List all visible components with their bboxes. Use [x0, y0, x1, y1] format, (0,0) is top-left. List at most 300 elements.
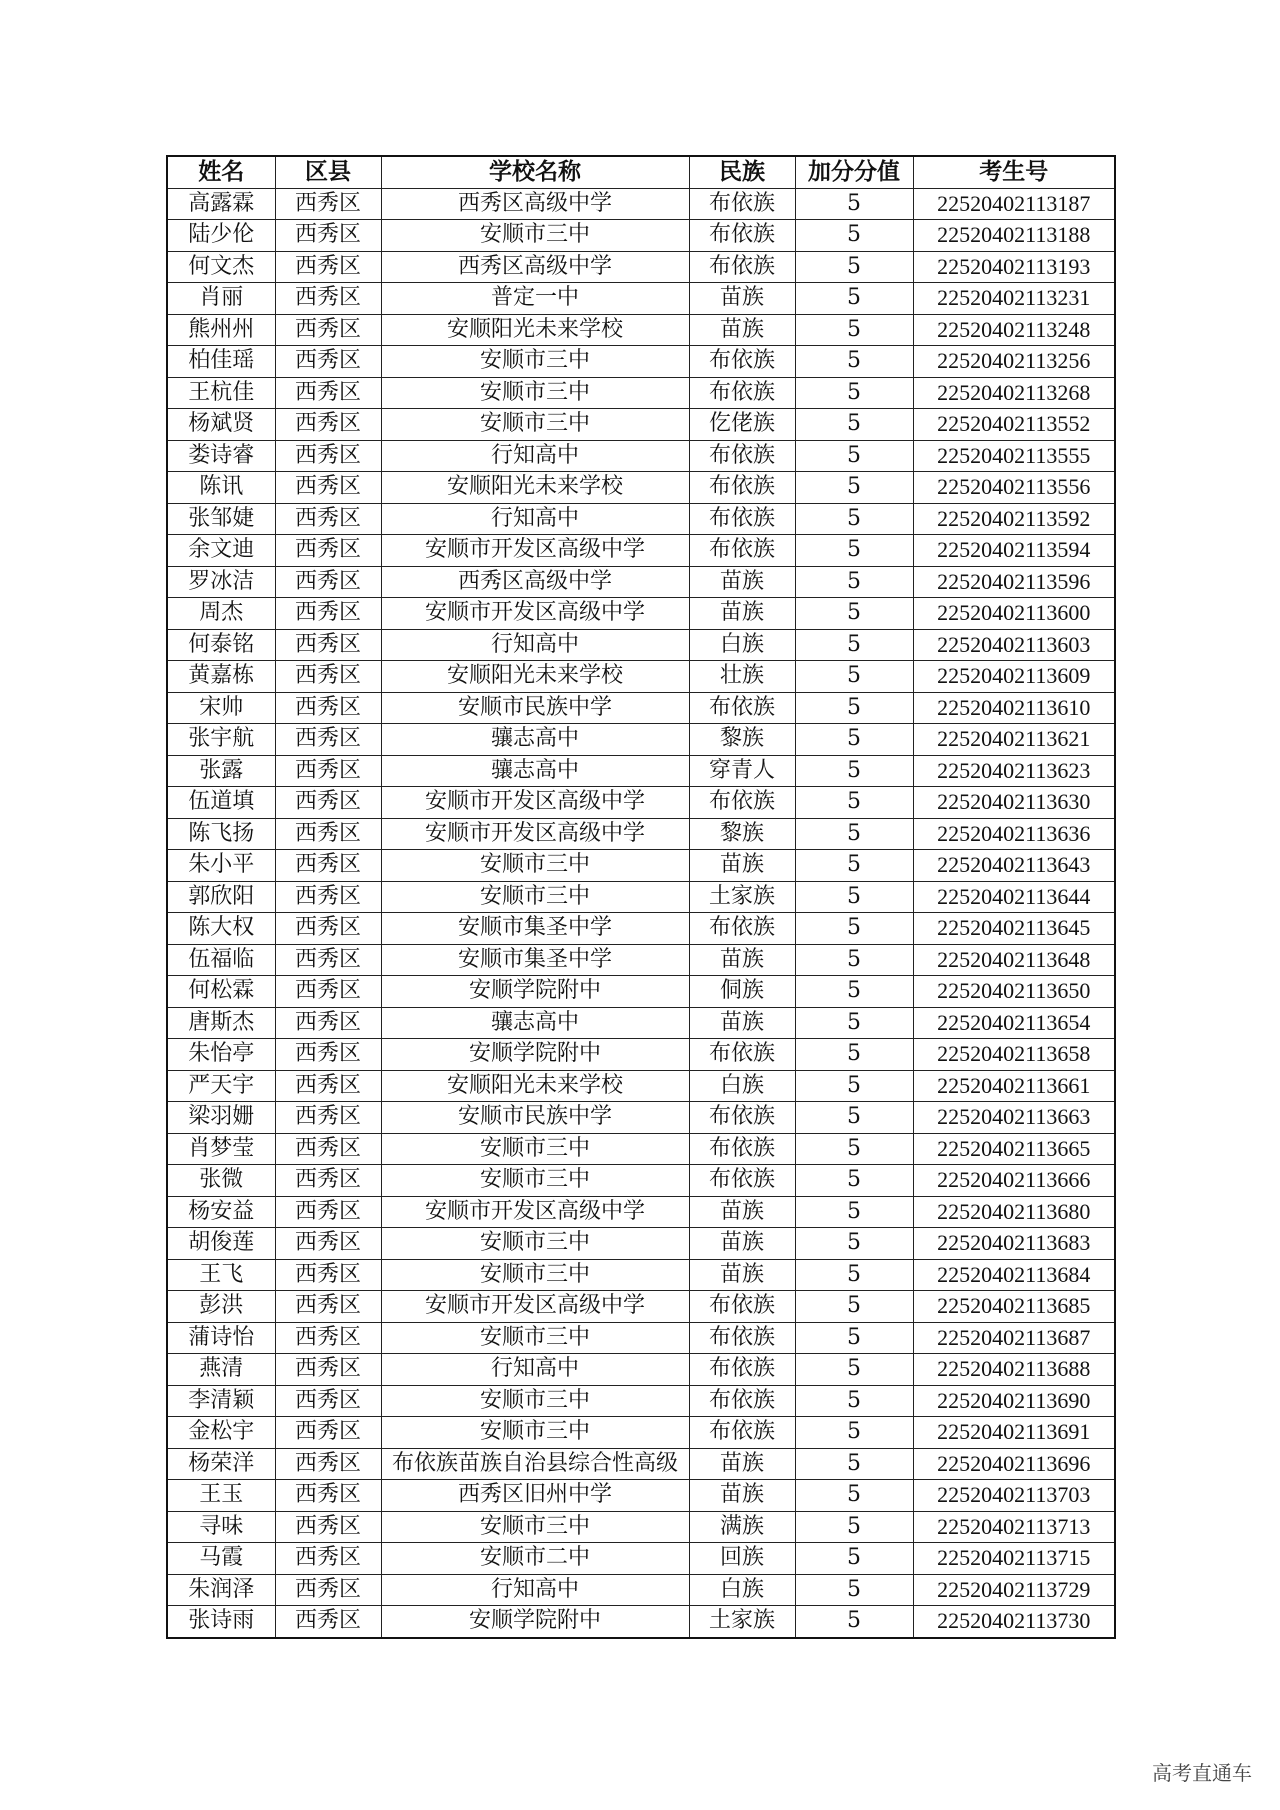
- cell-district: 西秀区: [275, 1606, 381, 1638]
- cell-name: 杨安益: [167, 1196, 275, 1228]
- cell-candidate-id: 22520402113621: [913, 724, 1115, 756]
- cell-district: 西秀区: [275, 1543, 381, 1575]
- table-row: [167, 1385, 1115, 1417]
- cell-name: 周杰: [167, 598, 275, 630]
- cell-candidate-id: 22520402113703: [913, 1480, 1115, 1512]
- cell-name: 朱怡亭: [167, 1039, 275, 1071]
- cell-district: 西秀区: [275, 1291, 381, 1323]
- cell-ethnicity: 布依族: [689, 1039, 795, 1071]
- cell-candidate-id: 22520402113556: [913, 472, 1115, 504]
- cell-district: 西秀区: [275, 1165, 381, 1197]
- table-row: [167, 1354, 1115, 1386]
- cell-name: 娄诗睿: [167, 440, 275, 472]
- table-row: [167, 1291, 1115, 1323]
- cell-bonus-points: 5: [795, 881, 913, 913]
- cell-bonus-points: 5: [795, 692, 913, 724]
- cell-name: 陆少伦: [167, 220, 275, 252]
- cell-ethnicity: 布依族: [689, 377, 795, 409]
- cell-candidate-id: 22520402113594: [913, 535, 1115, 567]
- table-row: [167, 1259, 1115, 1291]
- table-row: [167, 283, 1115, 315]
- cell-candidate-id: 22520402113680: [913, 1196, 1115, 1228]
- table-header-row: [167, 156, 1115, 188]
- cell-name: 王玉: [167, 1480, 275, 1512]
- cell-ethnicity: 壮族: [689, 661, 795, 693]
- cell-ethnicity: 布依族: [689, 787, 795, 819]
- cell-district: 西秀区: [275, 440, 381, 472]
- cell-ethnicity: 布依族: [689, 1417, 795, 1449]
- cell-district: 西秀区: [275, 346, 381, 378]
- cell-ethnicity: 苗族: [689, 566, 795, 598]
- cell-name: 寻味: [167, 1511, 275, 1543]
- table-row: [167, 1228, 1115, 1260]
- table-row: [167, 1070, 1115, 1102]
- cell-district: 西秀区: [275, 283, 381, 315]
- cell-district: 西秀区: [275, 850, 381, 882]
- cell-candidate-id: 22520402113687: [913, 1322, 1115, 1354]
- header-bonus-points: 加分分值: [795, 156, 913, 188]
- cell-name: 何文杰: [167, 251, 275, 283]
- cell-bonus-points: 5: [795, 850, 913, 882]
- cell-ethnicity: 土家族: [689, 881, 795, 913]
- cell-district: 西秀区: [275, 1196, 381, 1228]
- cell-school: 安顺市开发区高级中学: [381, 1291, 689, 1323]
- table-row: [167, 503, 1115, 535]
- cell-name: 肖梦莹: [167, 1133, 275, 1165]
- cell-name: 陈大权: [167, 913, 275, 945]
- header-name: 姓名: [167, 156, 275, 188]
- cell-district: 西秀区: [275, 629, 381, 661]
- cell-candidate-id: 22520402113645: [913, 913, 1115, 945]
- cell-candidate-id: 22520402113643: [913, 850, 1115, 882]
- cell-candidate-id: 22520402113666: [913, 1165, 1115, 1197]
- table-row: [167, 1007, 1115, 1039]
- cell-district: 西秀区: [275, 566, 381, 598]
- cell-name: 唐斯杰: [167, 1007, 275, 1039]
- cell-ethnicity: 苗族: [689, 1448, 795, 1480]
- table-row: [167, 220, 1115, 252]
- cell-school: 安顺市三中: [381, 409, 689, 441]
- table-row: [167, 535, 1115, 567]
- cell-candidate-id: 22520402113193: [913, 251, 1115, 283]
- cell-school: 安顺市三中: [381, 1322, 689, 1354]
- cell-school: 西秀区旧州中学: [381, 1480, 689, 1512]
- table-row: [167, 913, 1115, 945]
- cell-name: 罗冰洁: [167, 566, 275, 598]
- cell-candidate-id: 22520402113648: [913, 944, 1115, 976]
- table-row: [167, 251, 1115, 283]
- cell-bonus-points: 5: [795, 755, 913, 787]
- table-row: [167, 598, 1115, 630]
- table-row: [167, 661, 1115, 693]
- cell-name: 伍道填: [167, 787, 275, 819]
- cell-ethnicity: 布依族: [689, 251, 795, 283]
- cell-bonus-points: 5: [795, 1165, 913, 1197]
- cell-name: 陈讯: [167, 472, 275, 504]
- cell-name: 朱润泽: [167, 1574, 275, 1606]
- cell-district: 西秀区: [275, 944, 381, 976]
- cell-school: 安顺市二中: [381, 1543, 689, 1575]
- cell-name: 李清颖: [167, 1385, 275, 1417]
- cell-bonus-points: 5: [795, 1007, 913, 1039]
- cell-ethnicity: 布依族: [689, 1385, 795, 1417]
- cell-candidate-id: 22520402113715: [913, 1543, 1115, 1575]
- cell-school: 安顺市三中: [381, 1165, 689, 1197]
- cell-candidate-id: 22520402113663: [913, 1102, 1115, 1134]
- cell-bonus-points: 5: [795, 220, 913, 252]
- cell-ethnicity: 苗族: [689, 1228, 795, 1260]
- cell-bonus-points: 5: [795, 1448, 913, 1480]
- table-row: [167, 1511, 1115, 1543]
- table-row: [167, 881, 1115, 913]
- cell-school: 西秀区高级中学: [381, 566, 689, 598]
- cell-name: 马霞: [167, 1543, 275, 1575]
- cell-school: 安顺学院附中: [381, 1039, 689, 1071]
- cell-name: 王飞: [167, 1259, 275, 1291]
- cell-name: 胡俊莲: [167, 1228, 275, 1260]
- cell-name: 彭洪: [167, 1291, 275, 1323]
- cell-district: 西秀区: [275, 1322, 381, 1354]
- cell-candidate-id: 22520402113685: [913, 1291, 1115, 1323]
- cell-ethnicity: 苗族: [689, 944, 795, 976]
- cell-district: 西秀区: [275, 472, 381, 504]
- cell-school: 安顺市三中: [381, 881, 689, 913]
- cell-bonus-points: 5: [795, 944, 913, 976]
- cell-name: 蒲诗怡: [167, 1322, 275, 1354]
- cell-school: 西秀区高级中学: [381, 188, 689, 220]
- cell-name: 杨斌贤: [167, 409, 275, 441]
- cell-school: 安顺市三中: [381, 1385, 689, 1417]
- cell-district: 西秀区: [275, 661, 381, 693]
- cell-bonus-points: 5: [795, 472, 913, 504]
- cell-ethnicity: 布依族: [689, 346, 795, 378]
- cell-district: 西秀区: [275, 377, 381, 409]
- cell-school: 行知高中: [381, 1354, 689, 1386]
- header-school: 学校名称: [381, 156, 689, 188]
- cell-school: 行知高中: [381, 1574, 689, 1606]
- cell-bonus-points: 5: [795, 188, 913, 220]
- cell-district: 西秀区: [275, 1448, 381, 1480]
- cell-district: 西秀区: [275, 1070, 381, 1102]
- cell-ethnicity: 侗族: [689, 976, 795, 1008]
- cell-name: 黄嘉栋: [167, 661, 275, 693]
- cell-ethnicity: 苗族: [689, 1007, 795, 1039]
- cell-ethnicity: 白族: [689, 1070, 795, 1102]
- cell-school: 安顺阳光未来学校: [381, 472, 689, 504]
- table-row: [167, 314, 1115, 346]
- cell-district: 西秀区: [275, 1102, 381, 1134]
- cell-candidate-id: 22520402113552: [913, 409, 1115, 441]
- cell-ethnicity: 布依族: [689, 440, 795, 472]
- cell-district: 西秀区: [275, 251, 381, 283]
- cell-bonus-points: 5: [795, 1133, 913, 1165]
- cell-district: 西秀区: [275, 314, 381, 346]
- table-row: [167, 1322, 1115, 1354]
- cell-bonus-points: 5: [795, 1228, 913, 1260]
- cell-school: 安顺市集圣中学: [381, 913, 689, 945]
- cell-district: 西秀区: [275, 1511, 381, 1543]
- cell-district: 西秀区: [275, 1574, 381, 1606]
- cell-school: 安顺市民族中学: [381, 692, 689, 724]
- cell-school: 安顺市三中: [381, 377, 689, 409]
- cell-bonus-points: 5: [795, 1070, 913, 1102]
- cell-district: 西秀区: [275, 881, 381, 913]
- cell-bonus-points: 5: [795, 1606, 913, 1638]
- table-row: [167, 755, 1115, 787]
- cell-bonus-points: 5: [795, 346, 913, 378]
- cell-bonus-points: 5: [795, 1354, 913, 1386]
- cell-candidate-id: 22520402113696: [913, 1448, 1115, 1480]
- cell-district: 西秀区: [275, 220, 381, 252]
- cell-candidate-id: 22520402113592: [913, 503, 1115, 535]
- cell-school: 安顺市三中: [381, 1228, 689, 1260]
- cell-candidate-id: 22520402113596: [913, 566, 1115, 598]
- cell-ethnicity: 苗族: [689, 1196, 795, 1228]
- cell-district: 西秀区: [275, 755, 381, 787]
- cell-candidate-id: 22520402113650: [913, 976, 1115, 1008]
- cell-ethnicity: 回族: [689, 1543, 795, 1575]
- cell-school: 行知高中: [381, 629, 689, 661]
- cell-ethnicity: 白族: [689, 629, 795, 661]
- cell-school: 布依族苗族自治县综合性高级: [381, 1448, 689, 1480]
- table-row: [167, 1417, 1115, 1449]
- cell-candidate-id: 22520402113187: [913, 188, 1115, 220]
- cell-name: 严天宇: [167, 1070, 275, 1102]
- cell-district: 西秀区: [275, 1039, 381, 1071]
- cell-bonus-points: 5: [795, 661, 913, 693]
- cell-district: 西秀区: [275, 787, 381, 819]
- cell-ethnicity: 布依族: [689, 1102, 795, 1134]
- cell-ethnicity: 布依族: [689, 220, 795, 252]
- cell-candidate-id: 22520402113268: [913, 377, 1115, 409]
- table-row: [167, 976, 1115, 1008]
- cell-school: 普定一中: [381, 283, 689, 315]
- cell-district: 西秀区: [275, 188, 381, 220]
- table-row: [167, 629, 1115, 661]
- cell-candidate-id: 22520402113690: [913, 1385, 1115, 1417]
- cell-school: 安顺市三中: [381, 346, 689, 378]
- table-row: [167, 1133, 1115, 1165]
- cell-school: 安顺市开发区高级中学: [381, 598, 689, 630]
- cell-candidate-id: 22520402113555: [913, 440, 1115, 472]
- cell-bonus-points: 5: [795, 503, 913, 535]
- cell-name: 肖丽: [167, 283, 275, 315]
- cell-ethnicity: 布依族: [689, 188, 795, 220]
- cell-bonus-points: 5: [795, 598, 913, 630]
- cell-school: 安顺市集圣中学: [381, 944, 689, 976]
- cell-ethnicity: 苗族: [689, 598, 795, 630]
- cell-school: 安顺学院附中: [381, 1606, 689, 1638]
- cell-ethnicity: 黎族: [689, 724, 795, 756]
- cell-candidate-id: 22520402113730: [913, 1606, 1115, 1638]
- cell-candidate-id: 22520402113188: [913, 220, 1115, 252]
- table-row: [167, 377, 1115, 409]
- cell-ethnicity: 苗族: [689, 314, 795, 346]
- cell-school: 安顺市三中: [381, 1417, 689, 1449]
- cell-district: 西秀区: [275, 1007, 381, 1039]
- table-row: [167, 818, 1115, 850]
- cell-name: 高露霖: [167, 188, 275, 220]
- cell-candidate-id: 22520402113658: [913, 1039, 1115, 1071]
- cell-school: 行知高中: [381, 440, 689, 472]
- cell-candidate-id: 22520402113654: [913, 1007, 1115, 1039]
- cell-school: 安顺市民族中学: [381, 1102, 689, 1134]
- cell-bonus-points: 5: [795, 1196, 913, 1228]
- cell-ethnicity: 布依族: [689, 1165, 795, 1197]
- cell-name: 伍福临: [167, 944, 275, 976]
- table-row: [167, 1039, 1115, 1071]
- cell-bonus-points: 5: [795, 976, 913, 1008]
- cell-name: 宋帅: [167, 692, 275, 724]
- cell-district: 西秀区: [275, 692, 381, 724]
- cell-name: 张邹婕: [167, 503, 275, 535]
- cell-school: 安顺市开发区高级中学: [381, 535, 689, 567]
- cell-bonus-points: 5: [795, 314, 913, 346]
- cell-name: 郭欣阳: [167, 881, 275, 913]
- table-row: [167, 440, 1115, 472]
- table-row: [167, 1606, 1115, 1638]
- cell-school: 安顺阳光未来学校: [381, 1070, 689, 1102]
- header-ethnicity: 民族: [689, 156, 795, 188]
- cell-bonus-points: 5: [795, 535, 913, 567]
- cell-district: 西秀区: [275, 818, 381, 850]
- cell-candidate-id: 22520402113600: [913, 598, 1115, 630]
- cell-ethnicity: 布依族: [689, 1133, 795, 1165]
- watermark-text: 高考直通车: [1152, 1761, 1252, 1785]
- cell-bonus-points: 5: [795, 1417, 913, 1449]
- cell-district: 西秀区: [275, 1259, 381, 1291]
- cell-ethnicity: 穿青人: [689, 755, 795, 787]
- cell-name: 熊州州: [167, 314, 275, 346]
- cell-name: 陈飞扬: [167, 818, 275, 850]
- cell-school: 安顺市开发区高级中学: [381, 787, 689, 819]
- header-candidate-id: 考生号: [913, 156, 1115, 188]
- cell-bonus-points: 5: [795, 629, 913, 661]
- cell-ethnicity: 苗族: [689, 283, 795, 315]
- cell-bonus-points: 5: [795, 1291, 913, 1323]
- cell-ethnicity: 苗族: [689, 850, 795, 882]
- cell-district: 西秀区: [275, 1228, 381, 1260]
- cell-candidate-id: 22520402113248: [913, 314, 1115, 346]
- cell-name: 梁羽姗: [167, 1102, 275, 1134]
- cell-district: 西秀区: [275, 1417, 381, 1449]
- cell-ethnicity: 黎族: [689, 818, 795, 850]
- table-row: [167, 1165, 1115, 1197]
- cell-ethnicity: 布依族: [689, 1354, 795, 1386]
- cell-school: 安顺市开发区高级中学: [381, 818, 689, 850]
- cell-bonus-points: 5: [795, 1259, 913, 1291]
- header-district: 区县: [275, 156, 381, 188]
- cell-name: 张宇航: [167, 724, 275, 756]
- cell-candidate-id: 22520402113665: [913, 1133, 1115, 1165]
- cell-school: 安顺市三中: [381, 1133, 689, 1165]
- cell-candidate-id: 22520402113683: [913, 1228, 1115, 1260]
- cell-school: 安顺学院附中: [381, 976, 689, 1008]
- cell-school: 安顺市三中: [381, 220, 689, 252]
- cell-ethnicity: 布依族: [689, 503, 795, 535]
- cell-district: 西秀区: [275, 1354, 381, 1386]
- cell-candidate-id: 22520402113661: [913, 1070, 1115, 1102]
- cell-school: 行知高中: [381, 503, 689, 535]
- cell-bonus-points: 5: [795, 251, 913, 283]
- cell-name: 王杭佳: [167, 377, 275, 409]
- cell-school: 西秀区高级中学: [381, 251, 689, 283]
- cell-bonus-points: 5: [795, 566, 913, 598]
- cell-ethnicity: 布依族: [689, 1291, 795, 1323]
- cell-bonus-points: 5: [795, 1322, 913, 1354]
- table-row: [167, 850, 1115, 882]
- cell-candidate-id: 22520402113688: [913, 1354, 1115, 1386]
- cell-school: 安顺市开发区高级中学: [381, 1196, 689, 1228]
- cell-school: 安顺市三中: [381, 1511, 689, 1543]
- cell-candidate-id: 22520402113713: [913, 1511, 1115, 1543]
- table-row: [167, 1448, 1115, 1480]
- table-row: [167, 1543, 1115, 1575]
- cell-candidate-id: 22520402113644: [913, 881, 1115, 913]
- cell-candidate-id: 22520402113610: [913, 692, 1115, 724]
- cell-ethnicity: 满族: [689, 1511, 795, 1543]
- cell-district: 西秀区: [275, 503, 381, 535]
- cell-ethnicity: 苗族: [689, 1480, 795, 1512]
- cell-candidate-id: 22520402113729: [913, 1574, 1115, 1606]
- cell-candidate-id: 22520402113609: [913, 661, 1115, 693]
- cell-name: 张诗雨: [167, 1606, 275, 1638]
- cell-name: 燕清: [167, 1354, 275, 1386]
- cell-name: 张露: [167, 755, 275, 787]
- cell-school: 骧志高中: [381, 755, 689, 787]
- cell-ethnicity: 白族: [689, 1574, 795, 1606]
- cell-ethnicity: 布依族: [689, 535, 795, 567]
- cell-ethnicity: 苗族: [689, 1259, 795, 1291]
- cell-district: 西秀区: [275, 1480, 381, 1512]
- cell-district: 西秀区: [275, 409, 381, 441]
- cell-name: 金松宇: [167, 1417, 275, 1449]
- table-row: [167, 188, 1115, 220]
- cell-name: 余文迪: [167, 535, 275, 567]
- cell-bonus-points: 5: [795, 409, 913, 441]
- cell-school: 安顺阳光未来学校: [381, 661, 689, 693]
- cell-ethnicity: 仡佬族: [689, 409, 795, 441]
- table-row: [167, 944, 1115, 976]
- cell-district: 西秀区: [275, 535, 381, 567]
- cell-school: 骧志高中: [381, 724, 689, 756]
- table-row: [167, 787, 1115, 819]
- cell-bonus-points: 5: [795, 1543, 913, 1575]
- table-row: [167, 1480, 1115, 1512]
- cell-school: 安顺阳光未来学校: [381, 314, 689, 346]
- cell-bonus-points: 5: [795, 440, 913, 472]
- table-row: [167, 1196, 1115, 1228]
- cell-candidate-id: 22520402113256: [913, 346, 1115, 378]
- cell-district: 西秀区: [275, 1385, 381, 1417]
- cell-district: 西秀区: [275, 598, 381, 630]
- cell-school: 安顺市三中: [381, 1259, 689, 1291]
- cell-name: 朱小平: [167, 850, 275, 882]
- table-row: [167, 566, 1115, 598]
- cell-candidate-id: 22520402113630: [913, 787, 1115, 819]
- cell-bonus-points: 5: [795, 913, 913, 945]
- cell-bonus-points: 5: [795, 1102, 913, 1134]
- cell-ethnicity: 土家族: [689, 1606, 795, 1638]
- cell-bonus-points: 5: [795, 1511, 913, 1543]
- cell-candidate-id: 22520402113231: [913, 283, 1115, 315]
- cell-bonus-points: 5: [795, 1480, 913, 1512]
- cell-bonus-points: 5: [795, 787, 913, 819]
- cell-candidate-id: 22520402113603: [913, 629, 1115, 661]
- cell-district: 西秀区: [275, 1133, 381, 1165]
- table-row: [167, 1574, 1115, 1606]
- cell-bonus-points: 5: [795, 1574, 913, 1606]
